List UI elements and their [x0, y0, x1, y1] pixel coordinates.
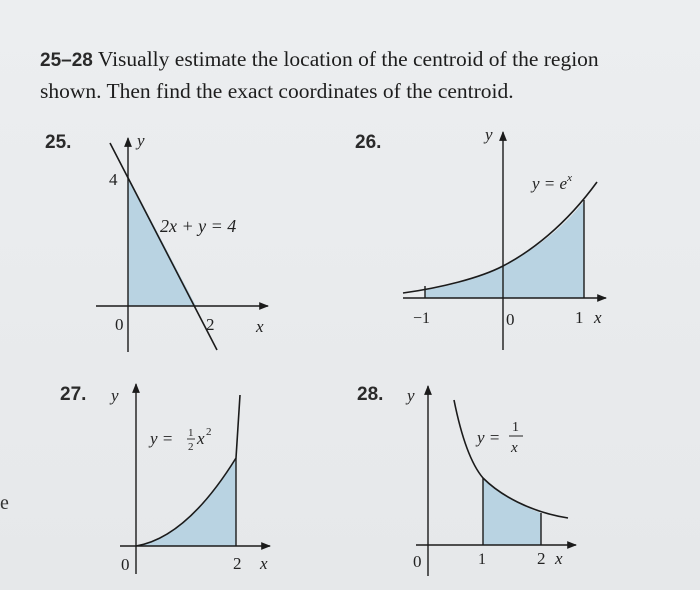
instruction-line-1: Visually estimate the location of the centroid of the region: [97, 47, 599, 71]
problem-28-equation: [475, 420, 523, 456]
svg-text:1: 1: [188, 427, 194, 439]
problem-25-x-label: x: [256, 317, 264, 336]
problem-28-region: [483, 478, 541, 545]
problem-28-tick-a: 1: [478, 551, 486, 568]
problem-25-equation: 2x + y = 4: [160, 216, 237, 236]
svg-text:y =: y =: [477, 428, 501, 447]
problem-26-y-label: y: [485, 125, 493, 144]
problem-28-y-label: y: [407, 386, 415, 405]
problem-27-origin: 0: [121, 555, 130, 574]
problem-26-equation: $y = e^x$: [532, 172, 572, 193]
problem-25-graph: [45, 131, 268, 352]
problem-28-origin: 0: [413, 552, 422, 571]
problem-25-tick-y: 4: [109, 170, 118, 189]
problem-25-region: [128, 176, 196, 306]
svg-text:y =: y =: [150, 429, 174, 448]
problem-26-region: [425, 201, 584, 298]
svg-text:2: 2: [206, 426, 212, 438]
problem-26-tick-x: 1: [575, 308, 584, 327]
svg-text:x: x: [511, 440, 518, 456]
problem-25-number: 25.: [45, 132, 72, 153]
problem-25-tick-x: 2: [206, 315, 215, 334]
problem-26-number: 26.: [355, 132, 382, 153]
problem-25-y-label: y: [137, 131, 145, 150]
problem-25-origin: 0: [115, 315, 124, 334]
problem-28-x-label: x: [555, 549, 563, 568]
problem-28-graph: [357, 384, 576, 576]
problem-28-number: 28.: [357, 384, 384, 405]
exercise-range: 25–28: [40, 50, 93, 71]
problem-27-graph: [60, 384, 270, 574]
problem-26-tick-neg: −1: [413, 310, 431, 327]
problem-27-number: 27.: [60, 384, 87, 405]
problem-25-line: [110, 143, 217, 350]
problem-27-tick-x: 2: [233, 554, 242, 573]
instruction-line-2: shown. Then find the exact coordinates of the centroid.: [40, 79, 514, 103]
problem-28-tick-b: 2: [537, 549, 546, 568]
problem-27-y-label: y: [111, 386, 119, 405]
svg-text:2: 2: [188, 441, 194, 453]
problem-27-region: [136, 458, 236, 546]
svg-text:x: x: [197, 429, 205, 448]
problem-26-x-label: x: [594, 308, 602, 327]
problem-27-equation: [148, 426, 212, 453]
problem-26-graph: [355, 125, 606, 350]
svg-text:1: 1: [512, 420, 519, 435]
problem-27-x-label: x: [260, 554, 268, 573]
page-edge-letter: e: [0, 492, 9, 514]
problem-26-origin: 0: [506, 310, 515, 329]
